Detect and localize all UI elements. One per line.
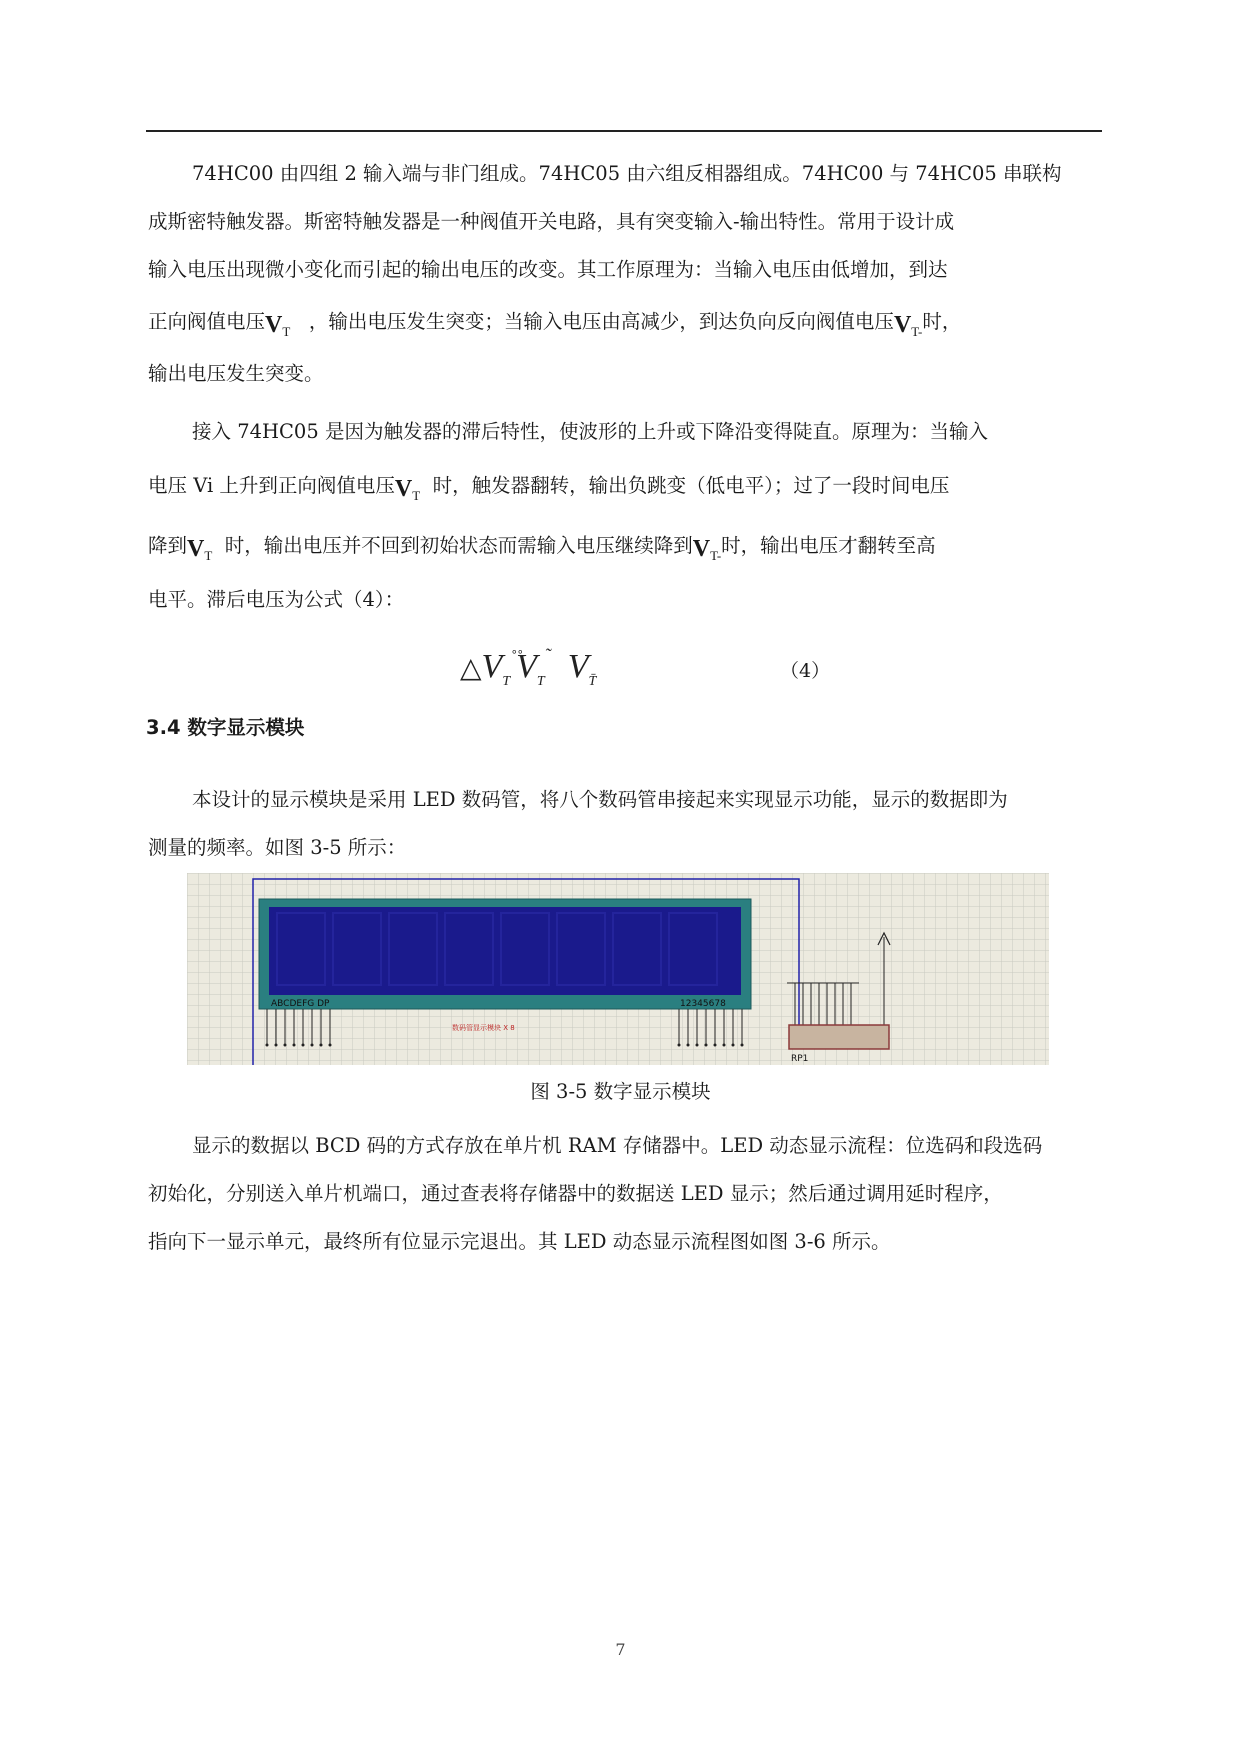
text-line: 输出电压发生突变。 xyxy=(148,362,324,385)
text-line: 接入 74HC05 是因为触发器的滞后特性，使波形的上升或下降沿变得陡直。原理为：当输入 xyxy=(192,420,988,443)
digit-pins-label: 12345678 xyxy=(680,999,726,1009)
text-span: 电压 Vi 上升到正向阀值电压 xyxy=(148,474,395,497)
text-span: ，输出电压发生突变；当输入电压由高减少，到达负向反向阀值电压 xyxy=(308,310,894,333)
segment-pins-label: ABCDEFG DP xyxy=(271,999,330,1009)
vt-plus-symbol: $V_T$ xyxy=(187,536,213,563)
formula-number: （4） xyxy=(780,660,831,682)
page-number: 7 xyxy=(615,1640,626,1659)
vt-plus-symbol: $V_T$ xyxy=(394,476,421,503)
section-heading: 3.4 数字显示模块 xyxy=(146,716,305,739)
text-line xyxy=(148,516,1098,576)
text-line: 显示的数据以 BCD 码的方式存放在单片机 RAM 存储器中。LED 动态显示流程：位选码和段选码 xyxy=(192,1134,1043,1157)
led-display-panel xyxy=(269,907,741,995)
header-rule xyxy=(146,130,1102,132)
resistor-label: RP1 xyxy=(791,1054,809,1064)
text-span: 降到 xyxy=(148,534,188,557)
paragraph-hysteresis xyxy=(148,408,1098,624)
text-line xyxy=(148,294,1098,350)
text-line xyxy=(148,456,1098,516)
text-line: 测量的频率。如图 3-5 所示： xyxy=(148,836,407,859)
text-line: 本设计的显示模块是采用 LED 数码管，将八个数码管串接起来实现显示功能，显示的数据即为 xyxy=(192,788,1008,811)
text-span: 时，触发器翻转，输出负跳变（低电平）；过了一段时间电压 xyxy=(432,474,950,497)
text-line: 输入电压出现微小变化而引起的输出电压的改变。其工作原理为：当输入电压由低增加，到达 xyxy=(148,258,948,281)
figure-caption: 图 3-5 数字显示模块 xyxy=(530,1080,711,1103)
paragraph-display-module xyxy=(148,776,1098,872)
module-label: 数码管显示模块 X 8 xyxy=(452,1024,515,1032)
text-line: 电平。滞后电压为公式（4）： xyxy=(148,588,405,611)
resistor-pack-rp1 xyxy=(789,1025,889,1049)
text-line: 初始化，分别送入单片机端口，通过查表将存储器中的数据送 LED 显示；然后通过调用延时程序， xyxy=(148,1182,1003,1205)
text-span: 正向阀值电压 xyxy=(148,310,266,333)
hysteresis-formula: $\triangle V_T^{˚̊}V_T^˜$ $V_{T̄}$ xyxy=(460,645,597,689)
digital-display-figure xyxy=(187,873,1049,1065)
paragraph-bcd-storage xyxy=(148,1122,1098,1266)
text-span: 时，输出电压并不回到初始状态而需输入电压继续降到 xyxy=(224,534,693,557)
paragraph-schmitt-intro xyxy=(148,150,1098,398)
text-line: 指向下一显示单元，最终所有位显示完退出。其 LED 动态显示流程图如图 3-6 所示。 xyxy=(148,1230,891,1253)
text-line: 74HC00 由四组 2 输入端与非门组成。74HC05 由六组反相器组成。74HC00 与 74HC05 串联构 xyxy=(192,162,1062,185)
vt-minus-symbol: $V_{T-}$ xyxy=(692,536,722,563)
text-line: 成斯密特触发器。斯密特触发器是一种阀值开关电路，具有突变输入-输出特性。常用于设计成 xyxy=(148,210,955,233)
vt-plus-symbol: $V_T$ xyxy=(265,312,291,339)
vt-minus-symbol: $V_{T-}$ xyxy=(893,312,923,339)
text-span: 时， xyxy=(922,310,962,333)
text-span: 时，输出电压才翻转至高 xyxy=(721,534,936,557)
